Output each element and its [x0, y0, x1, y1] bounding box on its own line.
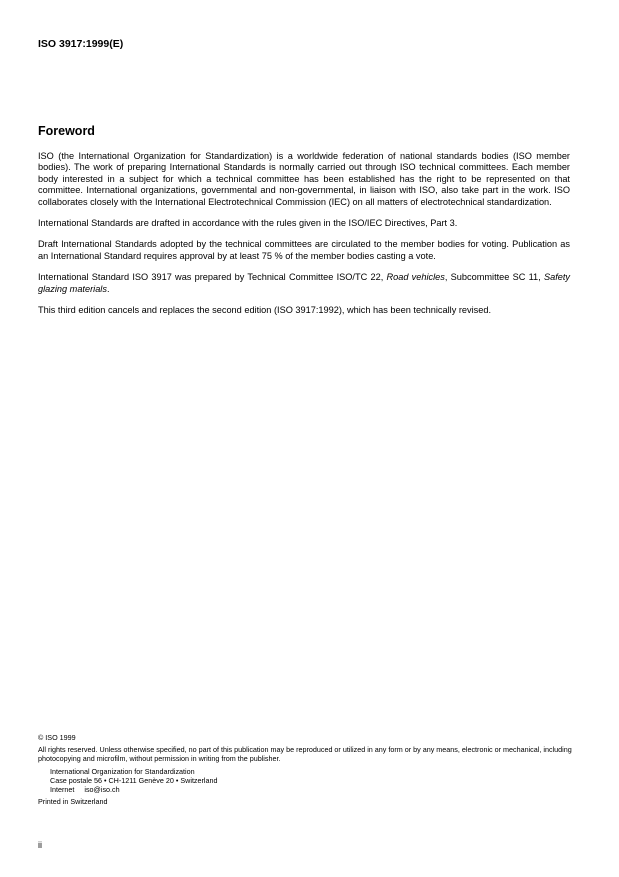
- paragraph-4-text-c: .: [106, 283, 110, 294]
- paragraph-4-text-a: International Standard ISO 3917 was prepared by Technical Committee ISO/TC 22,: [38, 272, 387, 283]
- organization-name: International Organization for Standardization: [50, 766, 195, 776]
- rights-statement: All rights reserved. Unless otherwise specified, no part of this publication may be reproduced or utilized in any form or by any means, electronic or mechanical, including photocopying and microfilm, without permission in writing from the publisher.: [38, 745, 572, 764]
- document-id: ISO 3917:1999(E): [38, 38, 124, 50]
- paragraph-4-text-b: , Subcommittee SC 11,: [444, 272, 544, 283]
- foreword-body: [38, 151, 570, 326]
- copyright-line: © ISO 1999: [38, 733, 76, 742]
- printed-location: Printed in Switzerland: [38, 797, 108, 807]
- organization-internet: Internet iso@iso.ch: [50, 785, 120, 795]
- subcommittee-name-safety-glazing: Safety glazing materials: [38, 272, 571, 294]
- foreword-paragraph-2: International Standards are drafted in accordance with the rules given in the ISO/IEC Directives, Part 3.: [38, 218, 458, 229]
- foreword-paragraph-3: Draft International Standards adopted by the technical committees are circulated to the member bodies for voting. Publication as an International Standard requires approval by at least 75 % of the member bodies casting a vote.: [38, 239, 570, 261]
- page-number: ii: [38, 840, 42, 850]
- organization-address: Case postale 56 • CH-1211 Genève 20 • Switzerland: [50, 775, 218, 785]
- committee-name-road-vehicles: Road vehicles: [386, 272, 445, 283]
- foreword-paragraph-5: This third edition cancels and replaces the second edition (ISO 3917:1992), which has been technically revised.: [38, 305, 492, 316]
- foreword-paragraph-1: ISO (the International Organization for Standardization) is a worldwide federation of national standards bodies (ISO member bodies). The work of preparing International Standards is normally carried out through ISO technical committees. Each member body interested in a subject for which a technical committee has been established has the right to be represented on that committee. International organizations, governmental and non-governmental, in liaison with ISO, also take part in the work. ISO collaborates closely with the International Electrotechnical Commission (IEC) on all matters of electrotechnical standardization.: [38, 151, 570, 207]
- copyright-footer: [38, 733, 578, 806]
- foreword-title: Foreword: [38, 124, 95, 138]
- foreword-paragraph-4: [38, 272, 570, 295]
